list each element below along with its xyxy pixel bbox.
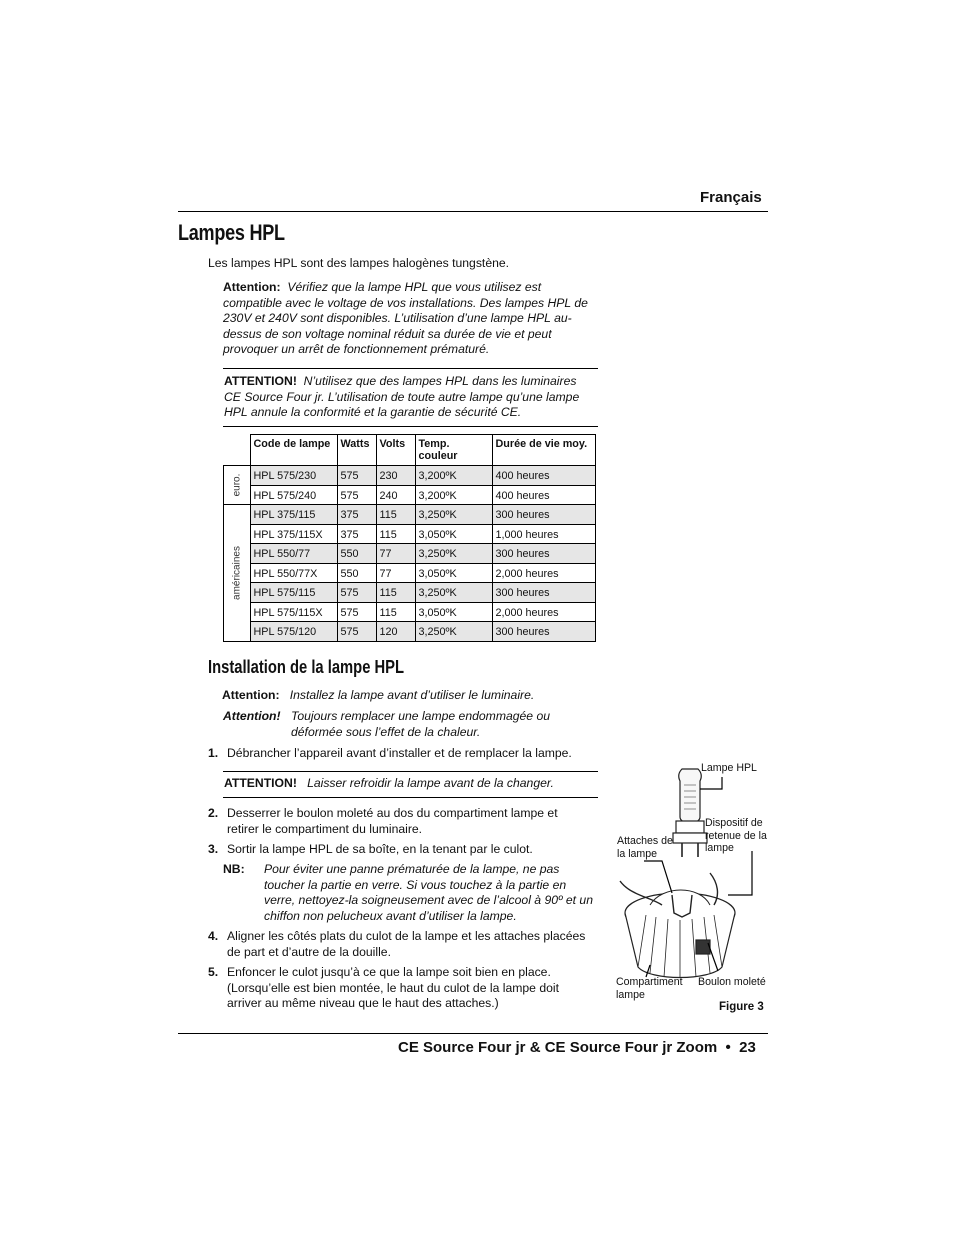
attention-text: N’utilisez que des lampes HPL dans les luminaires CE Source Four jr. L’utilisation de toute autre lampe qu’une lampe HPL annule la conformité et la garantie de sécurité CE. xyxy=(224,374,580,420)
table-cell: HPL 575/240 xyxy=(250,485,337,505)
footer-rule xyxy=(178,1033,768,1034)
column-header: Durée de vie moy. xyxy=(492,435,596,466)
step-number: 4. xyxy=(208,929,219,943)
group-label-cell xyxy=(224,505,251,642)
attention-text: Vérifiez que la lampe HPL que vous utilisez est compatible avec le voltage de vos installations. Des lampes HPL de 230V et 240V sont disponibles. L’utilisation d’une lampe HPL au-dessus de son voltage nominal réduit sa durée de vie et peut provoquer un arrêt de fonctionnement prématuré. xyxy=(223,280,588,357)
group-label: américaines xyxy=(231,545,243,600)
attention-label: ATTENTION! xyxy=(224,374,297,388)
column-header: Volts xyxy=(376,435,415,466)
table-cell: 300 heures xyxy=(492,622,596,642)
table-cell: 3,200ºK xyxy=(415,466,492,486)
table-cell: 375 xyxy=(337,524,376,544)
table-row xyxy=(224,485,596,505)
table-cell: HPL 550/77 xyxy=(250,544,337,564)
divider xyxy=(223,426,598,427)
divider xyxy=(223,368,598,369)
table-cell: 3,050ºK xyxy=(415,524,492,544)
table-cell: HPL 575/115X xyxy=(250,602,337,622)
lamp-table xyxy=(223,434,596,642)
nb-text: Pour éviter une panne prématurée de la lampe, ne pas toucher la partie en verre. Si vous touchez à la partie en verre, nettoyez-la soigneusement avec de l’alcool à 90º et un chiffon non pelucheux avant d’utiliser la lampe. xyxy=(264,862,593,923)
table-row xyxy=(224,583,596,603)
section-title: Installation de la lampe HPL xyxy=(208,657,405,677)
label-housing: Compartiment lampe xyxy=(616,976,683,1001)
table-cell: 3,050ºK xyxy=(415,602,492,622)
step-number: 2. xyxy=(208,806,219,820)
table-cell: HPL 575/120 xyxy=(250,622,337,642)
table-cell: 115 xyxy=(376,524,415,544)
step-number: 1. xyxy=(208,746,219,760)
table-row xyxy=(224,524,596,544)
table-cell: 575 xyxy=(337,485,376,505)
step-text: Sortir la lampe HPL de sa boîte, en la tenant par le culot. xyxy=(227,842,533,856)
step-text: Débrancher l’appareil avant d’installer et de remplacer la lampe. xyxy=(227,746,572,760)
table-cell: HPL 575/115 xyxy=(250,583,337,603)
table-row xyxy=(224,505,596,525)
label-retainer: Dispositif de retenue de la lampe xyxy=(705,817,767,854)
warning-text: Laisser refroidir la lampe avant de la changer. xyxy=(307,776,554,790)
divider xyxy=(223,771,598,772)
group-label: euro. xyxy=(231,473,243,497)
table-cell: 3,250ºK xyxy=(415,583,492,603)
table-cell: 3,250ºK xyxy=(415,544,492,564)
attention-text: Toujours remplacer une lampe endommagée ou déformée sous l’effet de la chaleur. xyxy=(291,709,551,739)
table-corner xyxy=(224,435,251,466)
step-number: 3. xyxy=(208,842,219,856)
table-cell: 240 xyxy=(376,485,415,505)
table-row xyxy=(224,544,596,564)
table-cell: 230 xyxy=(376,466,415,486)
table-cell: 300 heures xyxy=(492,583,596,603)
group-label-cell xyxy=(224,466,251,505)
attention-label: Attention! xyxy=(223,709,281,723)
label-lamp: Lampe HPL xyxy=(701,762,757,774)
footer-text: CE Source Four jr & CE Source Four jr Zoom • 23 xyxy=(398,1039,756,1056)
table-cell: 550 xyxy=(337,544,376,564)
table-cell: 3,200ºK xyxy=(415,485,492,505)
table-cell: 2,000 heures xyxy=(492,563,596,583)
column-header: Code de lampe xyxy=(250,435,337,466)
table-cell: 2,000 heures xyxy=(492,602,596,622)
warning-note xyxy=(224,776,554,792)
label-knob: Boulon moleté xyxy=(698,976,766,988)
table-cell: 3,250ºK xyxy=(415,505,492,525)
table-cell: 77 xyxy=(376,544,415,564)
table-cell: HPL 375/115X xyxy=(250,524,337,544)
table-cell: 300 heures xyxy=(492,544,596,564)
table-header-row xyxy=(224,435,596,466)
step-text: Desserrer le boulon moleté au dos du compartiment lampe et retirer le compartiment du luminaire. xyxy=(227,806,558,836)
header-rule xyxy=(178,211,768,212)
attention-label: Attention: xyxy=(223,280,281,294)
attention-install xyxy=(222,688,534,704)
attention-note-2 xyxy=(224,374,596,421)
table-cell: 400 heures xyxy=(492,466,596,486)
table-cell: 115 xyxy=(376,602,415,622)
nb-label: NB: xyxy=(223,862,245,876)
table-cell: HPL 575/230 xyxy=(250,466,337,486)
table-row xyxy=(224,622,596,642)
table-cell: 575 xyxy=(337,622,376,642)
intro-text: Les lampes HPL sont des lampes halogènes tungstène. xyxy=(208,256,510,270)
label-clips: Attaches de la lampe xyxy=(617,835,673,860)
table-cell: 375 xyxy=(337,505,376,525)
table-cell: 300 heures xyxy=(492,505,596,525)
figure-3 xyxy=(610,755,770,1020)
table-cell: 77 xyxy=(376,563,415,583)
table-row xyxy=(224,602,596,622)
step-number: 5. xyxy=(208,965,219,979)
attention-note-1 xyxy=(223,280,599,358)
table-cell: 115 xyxy=(376,505,415,525)
step-text: Aligner les côtés plats du culot de la lampe et les attaches placées de part et d’autre de la douille. xyxy=(227,929,586,959)
column-header: Watts xyxy=(337,435,376,466)
table-cell: 115 xyxy=(376,583,415,603)
table-cell: HPL 375/115 xyxy=(250,505,337,525)
table-cell: 550 xyxy=(337,563,376,583)
step-text: Enfoncer le culot jusqu’à ce que la lampe soit bien en place. (Lorsqu’elle est bien montée, le haut du culot de la lampe doit arriver au même niveau que le haut des attaches.) xyxy=(227,965,559,1011)
warning-label: ATTENTION! xyxy=(224,776,297,790)
language-header: Français xyxy=(700,189,762,206)
table-row xyxy=(224,563,596,583)
attention-label: Attention: xyxy=(222,688,280,702)
figure-caption: Figure 3 xyxy=(719,1001,764,1013)
table-cell: 575 xyxy=(337,466,376,486)
table-cell: 575 xyxy=(337,602,376,622)
table-cell: 400 heures xyxy=(492,485,596,505)
divider xyxy=(223,797,598,798)
table-row xyxy=(224,466,596,486)
table-cell: 120 xyxy=(376,622,415,642)
table-cell: 575 xyxy=(337,583,376,603)
column-header: Temp. couleur xyxy=(415,435,492,466)
table-cell: 3,050ºK xyxy=(415,563,492,583)
table-cell: 3,250ºK xyxy=(415,622,492,642)
table-cell: 1,000 heures xyxy=(492,524,596,544)
attention-text: Installez la lampe avant d’utiliser le luminaire. xyxy=(289,688,535,702)
table-cell: HPL 550/77X xyxy=(250,563,337,583)
page-title: Lampes HPL xyxy=(178,220,285,245)
